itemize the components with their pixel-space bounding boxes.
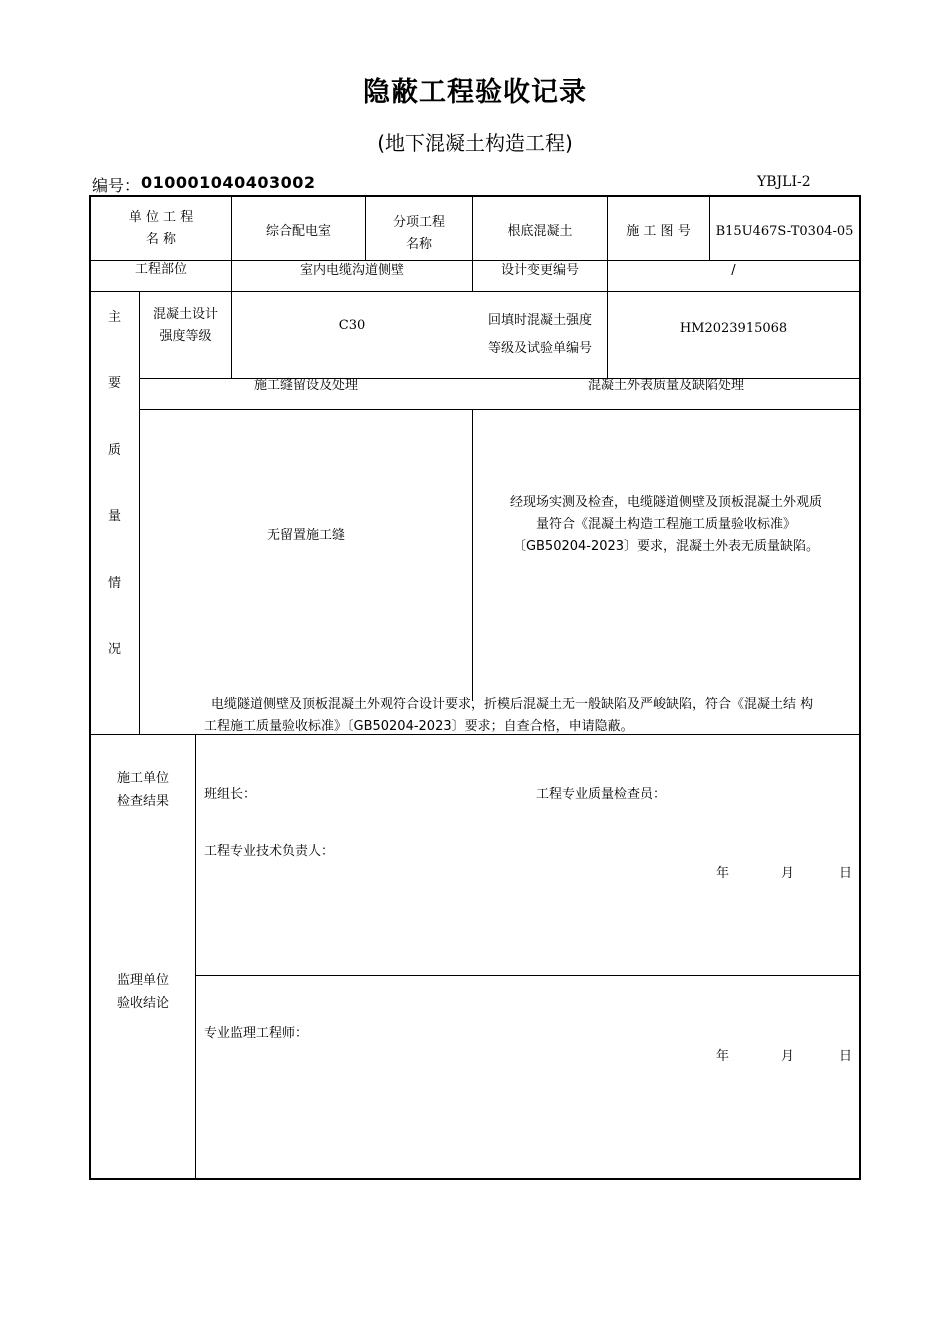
side-char-5: 情	[108, 576, 122, 591]
supervision-engineer-label: 专业监理工程师：	[204, 1026, 309, 1041]
surface-quality-line-3: 〔GB50204-2023〕要求，混凝土外表无质量缺陷。	[512, 539, 820, 554]
unit-project-label-line-2: 名 称	[145, 231, 177, 247]
construction-date-day: 日	[839, 866, 853, 881]
side-char-2: 要	[108, 376, 122, 391]
drawing-number-value: B15U467S-T0304-05	[715, 223, 854, 239]
quality-inspector-label: 工程专业质量检查员：	[536, 787, 667, 802]
strength-grade-label	[140, 291, 231, 361]
surface-quality-line-2: 量符合《混凝土构造工程施工质量验收标准》	[535, 517, 796, 532]
summary-line-2: 工程施工质量验收标准》〔GB50204-2023〕要求；自查合格，申请隐蔽。	[204, 719, 634, 734]
supervision-unit-label-line-1: 监理单位	[116, 973, 169, 988]
construction-unit-label	[91, 762, 195, 818]
supervision-date-year: 年	[716, 1049, 730, 1064]
serial-label: 编号：	[92, 176, 141, 195]
construction-date-year: 年	[716, 866, 730, 881]
supervision-date-month: 月	[781, 1049, 795, 1064]
construction-unit-label-line-1: 施工单位	[116, 771, 169, 786]
side-char-1: 主	[108, 310, 122, 325]
unit-project-label-line-1: 单 位 工 程	[128, 209, 194, 225]
construction-joint-value: 无留置施工缝	[266, 528, 345, 543]
supervision-date-day: 日	[839, 1049, 853, 1064]
page-subtitle: (地下混凝土构造工程)	[377, 131, 573, 155]
form-code: YBJLⅠ-2	[757, 174, 811, 190]
strength-grade-value: C30	[338, 318, 366, 333]
surface-quality-value	[473, 409, 859, 641]
record-table	[89, 195, 861, 1180]
supervision-unit-label	[91, 968, 195, 1016]
construction-unit-label-line-2: 检查结果	[116, 794, 169, 809]
construction-joint-header: 施工缝留设及处理	[253, 378, 358, 393]
construction-date-month: 月	[781, 866, 795, 881]
row-divider-6	[195, 975, 859, 976]
serial-value: 010001040403002	[141, 173, 316, 192]
backfill-strength-value: HM2023915068	[679, 321, 788, 336]
summary-line-1: 电缆隧道侧壁及顶板混凝土外观符合设计要求，折模后混凝土无一般缺陷及严峻缺陷，符合《混凝土结 构	[211, 697, 814, 712]
backfill-strength-label-line-2: 等级及试验单编号	[487, 340, 592, 356]
side-char-6: 况	[108, 642, 122, 657]
design-change-label: 设计变更编号	[500, 263, 579, 278]
surface-quality-header: 混凝土外表质量及缺陷处理	[587, 378, 744, 393]
backfill-strength-label	[473, 291, 607, 378]
side-char-3: 质	[108, 443, 122, 458]
strength-grade-label-line-1: 混凝土设计	[152, 307, 218, 322]
drawing-number-label: 施 工 图 号	[626, 223, 691, 239]
design-change-value: /	[731, 263, 736, 278]
side-char-4: 量	[108, 509, 122, 524]
col-divider-sign	[195, 734, 196, 1180]
sub-item-label-line-1: 分项工程	[392, 214, 445, 230]
unit-project-value: 综合配电室	[265, 223, 331, 239]
strength-grade-label-line-2: 强度等级	[159, 329, 212, 344]
tech-leader-label: 工程专业技术负责人：	[204, 844, 335, 859]
project-part-value: 室内电缆沟道侧壁	[299, 263, 404, 278]
surface-quality-line-1: 经现场实测及检查，电缆隧道侧壁及顶板混凝土外观质	[509, 495, 822, 510]
backfill-strength-label-line-1: 回填时混凝土强度	[487, 312, 592, 328]
project-part-label: 工程部位	[134, 262, 187, 277]
sub-item-label-line-2: 名称	[405, 236, 432, 252]
supervision-unit-label-line-2: 验收结论	[116, 996, 169, 1011]
page-title: 隐蔽工程验收记录	[363, 77, 587, 108]
team-leader-label: 班组长：	[204, 787, 257, 802]
unit-project-label	[91, 197, 231, 260]
sub-item-value: 根底混凝土	[507, 223, 573, 239]
